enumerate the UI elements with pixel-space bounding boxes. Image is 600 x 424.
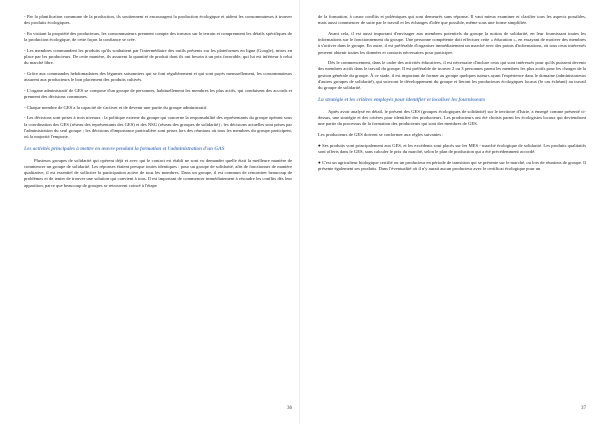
right-paragraph-4: Après avoir analysé en détail, le présent des GES (groupes écologiques de solidarité) sur le territoire d'Istrie, a émergé comme présenté ci-dessus, une stratégie et des critères pour identifier des producteurs. Les producteurs ont été choisis parmi les écologistes locaux qui deviendront une partie du processus de la formation des producteurs qui sont des membres de GES. xyxy=(318,108,586,127)
left-paragraph-7: - Les décisions sont prises à trois niveaux : la politique externe du groupe qui concerne la responsabilité des représentants du groupe opérant sous la coordination des GES (réseau des représentants des GES) et des NSG (réseau des groupes de solidarité) ; les décisions actuelles sont prises par l'administration du seul groupe ; les décisions d'importance particulière sont prises lors des réunions où tous les membres du groupe participent, où la majorité l'emporte. xyxy=(24,115,292,140)
right-page-number: 37 xyxy=(581,406,586,411)
right-section-heading: La stratégie et les critères employés pour identifier et localiser les fournisseurs xyxy=(318,97,486,104)
page-gutter xyxy=(299,0,300,424)
right-paragraph-2: Avant cela, il est aussi important d'envisager aux membres potentiels du groupe la notion de solidarité, en leur fournissant toutes les informations sur le fonctionnement du groupe. Une personne compétente doit effectuer cette « éducation », en essayant de motiver des membres à s'activer dans le groupe. En outre, il est préférable d'organiser immédiatement un marché avec des points d'informations, où tous ceux intéressés peuvent obtenir toutes les données et contacts nécessaires pour participer. xyxy=(318,30,586,55)
left-paragraph-1: - Par la planification commune de la production, ils soutiennent et encouragent la production écologique et aident les consommateurs à trouver des produits écologiques. xyxy=(24,14,292,26)
left-page-number: 36 xyxy=(287,406,292,411)
left-paragraph-8: Plusieurs groupes de solidarité qui opèrent déjà et avec qui le contact est établi ne sont vu demander quelle était la meilleure manière de commencer un groupe de solidarité. Les réponses étaient presque toutes identiques : pour un groupe de solidarité, afin de fonctionner de manière qualitative, il est essentiel de solliciter la participation active de tous les membres. Dans un groupe, il est commun de rencontrer beaucoup de problèmes et de tenter de trouver une solution qui convient à tous. Il est important de commencer immédiatement à résoudre les conflits dès leur apparition, parce que beaucoup de groupes se retrouvent coincé à l'étape xyxy=(24,157,292,188)
right-bullet-1: ● Ses produits vont principalement aux GES, et les excédents sont placés sur les MES - marché écologique de solidarité. Les produits qualitatifs sont offerts dans le GES, sans calculer le prix du marché, selon le plan de production qui a été précédemment accordé. xyxy=(318,142,586,154)
left-paragraph-5: - L'organe administratif de GES se compose d'un groupe de personnes, habituellement les membres les plus actifs, qui conduisent des accords et prennent des décisions communes. xyxy=(24,87,292,100)
right-page xyxy=(318,14,586,414)
right-paragraph-1: de la formation, à cause conflits et polémiques qui sont demeurés sans réponse. Il vaut mieux examiner et clarifier tous les aspects possibles, mais aussi commencer de suite par le travail et les échanges d'idée que possible, même sous une forme simplifiée. xyxy=(318,14,586,26)
left-paragraph-3: - Les membres commandent les produits qu'ils souhaitent par l'intermédiaire des outils présents sur les plateformes en ligne (Google), mises en place par les producteurs. De cette manière, ils assurent la quantité de produit dont ils ont besoin à un prix favorable, qui lui est inférieur à celui du marché libre. xyxy=(24,47,292,66)
right-bullet-2: ● C'est un agriculteur biologique certifié ou un producteur en période de transition qui se présente sur le marché, ou lors de réunions de groupe. Il présente également ses produits. Dans l'éventualité où il n'y aurait aucun producteur avec le certificat écologique pour un xyxy=(318,159,586,171)
right-paragraph-5: Les producteurs de GES doivent se conformer aux règles suivantes : xyxy=(318,131,444,137)
left-paragraph-6: - Chaque membre de GES a la capacité de s'activer et de devenir une partie du groupe administratif. xyxy=(24,104,208,110)
left-paragraph-4: - Grâce aux commandes hebdomadaires des légumes saisonniers qui se font régulièrement et qui sont payés mensuellement, les consommateurs assurent aux producteurs le bon placement des produits cultivés. xyxy=(24,70,292,83)
left-paragraph-2: - En visitant la propriété des producteurs, les consommateurs prennent compte des travaux sur le terrain et comprennent les détails spécifiques de la production écologique, de cette façon la confiance se crée. xyxy=(24,30,292,43)
right-paragraph-3: Dès le commencement, dans le cadre des activités éducatives, il est nécessaire d'inclure ceux qui sont intéressés pour qu'ils puissent devenir des membres actifs dans le travail du groupe. Il est préférable de trouver 2 ou 3 personnes parmi les membres les plus actifs pour les charger de la gestion générale du groupe. À ce stade, il est important de former au groupe quelques tuteurs ayant l'expérience dans le domaine (administrateurs d'autres groupes de solidarité), qui suivront le développement du groupe et lieront les producteurs écologiques locaux (le cas échéant) au travail du groupe de solidarité. xyxy=(318,60,586,91)
left-page xyxy=(24,14,292,414)
left-section-heading: Les activités principales à mettre en œuvre pendant la formation et l'administration d'un GAS xyxy=(24,146,225,153)
